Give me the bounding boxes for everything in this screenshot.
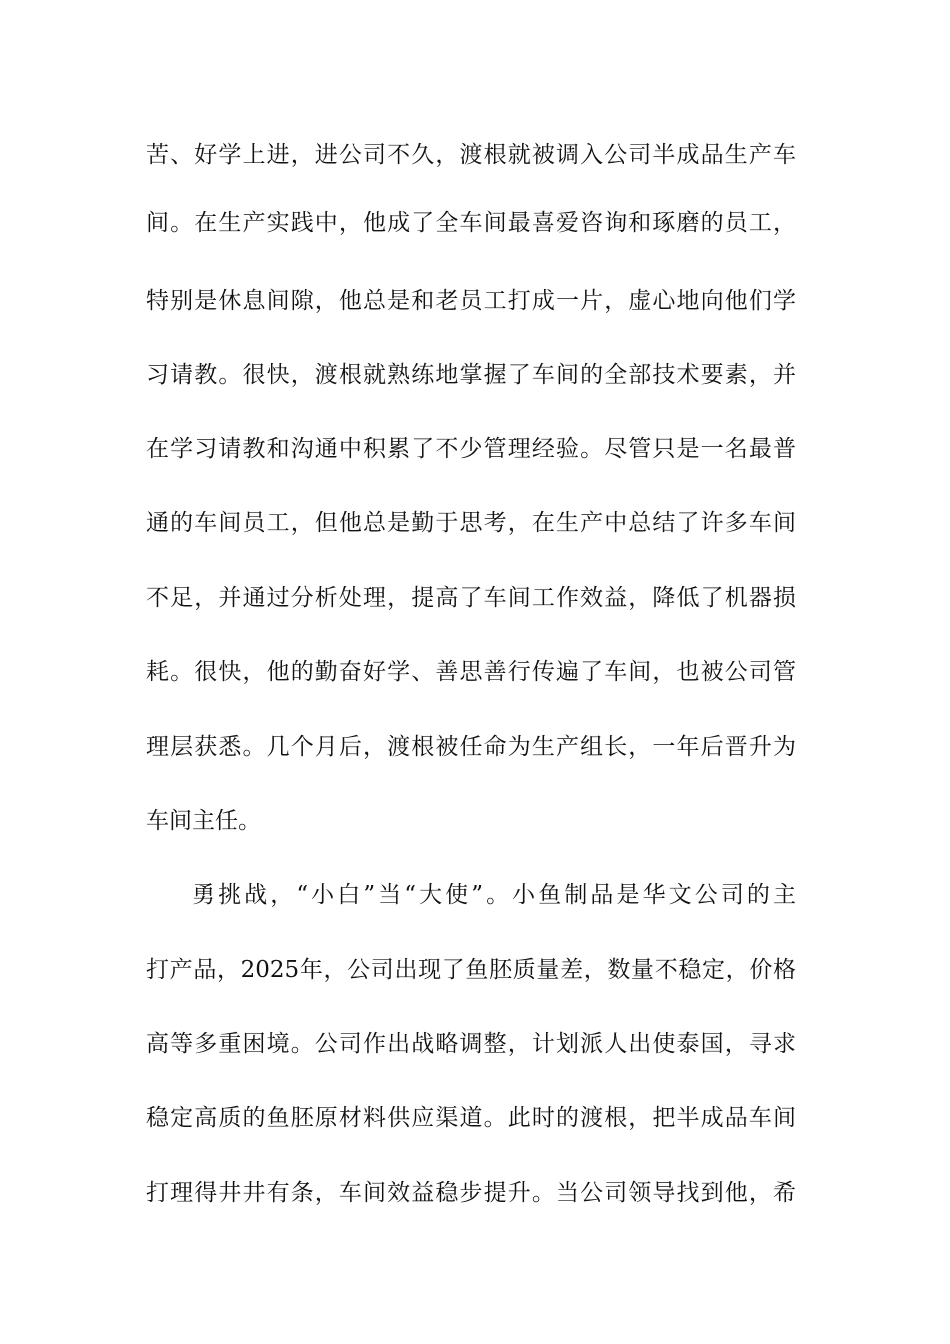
text-line-6: 通的车间员工，但他总是勤于思考，在生产中总结了许多车间 [146, 510, 796, 536]
text-line-11: 勇挑战，“小白”当“大使”。小鱼制品是华文公司的主 [192, 882, 796, 908]
text-line-10: 车间主任。 [146, 808, 261, 834]
text-line-14: 稳定高质的鱼胚原材料供应渠道。此时的渡根，把半成品车间 [146, 1105, 796, 1131]
text-line-4: 习请教。很快，渡根就熟练地掌握了车间的全部技术要素，并 [146, 362, 796, 388]
text-line-12: 打产品，2025年，公司出现了鱼胚质量差，数量不稳定，价格 [146, 957, 796, 983]
text-line-9: 理层获悉。几个月后，渡根被任命为生产组长，一年后晋升为 [146, 734, 796, 760]
text-line-1: 苦、好学上进，进公司不久，渡根就被调入公司半成品生产车 [146, 142, 796, 168]
text-line-5: 在学习请教和沟通中积累了不少管理经验。尽管只是一名最普 [146, 436, 796, 462]
text-line-2: 间。在生产实践中，他成了全车间最喜爱咨询和琢磨的员工， [146, 210, 796, 236]
text-line-3: 特别是休息间隙，他总是和老员工打成一片，虚心地向他们学 [146, 288, 796, 314]
text-line-7: 不足，并通过分析处理，提高了车间工作效益，降低了机器损 [146, 585, 796, 611]
text-line-13: 高等多重困境。公司作出战略调整，计划派人出使泰国，寻求 [146, 1031, 796, 1057]
text-line-15: 打理得井井有条，车间效益稳步提升。当公司领导找到他，希 [146, 1180, 796, 1206]
text-line-8: 耗。很快，他的勤奋好学、善思善行传遍了车间，也被公司管 [146, 659, 796, 685]
